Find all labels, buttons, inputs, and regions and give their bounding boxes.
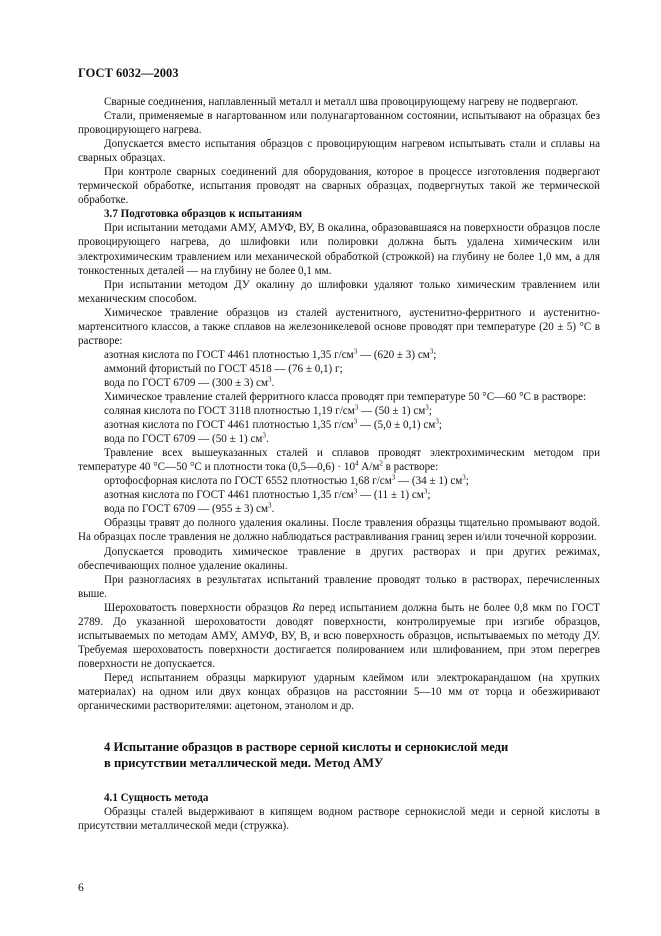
paragraph: При контроле сварных соединений для оборудования, которое в процессе изготовления подвергают термической обработке, испытания проводят на сварных образцах, подвергнутых такой же термической обработке. (78, 166, 600, 207)
section-heading-4: 4 Испытание образцов в растворе серной кислоты и сернокислой меди в присутствии металлической меди. Метод АМУ (104, 740, 509, 771)
paragraph: Сварные соединения, наплавленный металл и металл шва провоцирующему нагреву не подвергают. (104, 96, 578, 108)
solution-item: азотная кислота по ГОСТ 4461 плотностью 1,35 $г/см^3$ — (11 ± 1) $см^3$; (104, 487, 431, 502)
document-body (78, 95, 600, 833)
etching-intro: Химическое травление сталей ферритного класса проводят при температуре 50 °С—60 °С в растворе: (104, 390, 587, 403)
solution-item: ортофосфорная кислота по ГОСТ 6552 плотностью 1,68 $г/см^3$ — (34 ± 1) $см^3$; (104, 473, 469, 488)
page-number: 6 (78, 882, 84, 894)
etching-intro: Химическое травление образцов из сталей аустенитного, аустенитно-ферритного и аустенитно-мартенситного классов, а также сплавов на железоникелевой основе проводят при температуре (20 ± 5) °С в растворе: (78, 306, 600, 347)
solution-item: азотная кислота по ГОСТ 4461 плотностью 1,35 $г/см^3$ — (620 ± 3) $см^3$; (104, 347, 437, 361)
paragraph: Перед испытанием образцы маркируют ударным клеймом или электрокарандашом (на хрупких материалах) на одном или двух концах образцов на расстоянии 5—10 мм от торца и обезжиривают органическими растворителями: ацетоном, этанолом и др. (78, 671, 600, 713)
section-heading-4-1: 4.1 Сущность метода (104, 792, 209, 805)
etching-intro: Травление всех вышеуказанных сталей и сплавов проводят электрохимическим методом при температуре 40 °С—50 °С и плотности тока (0,5—0,6) · $10^4$ $А/м^2$ в растворе: (78, 447, 600, 474)
paragraph: При испытании методами АМУ, АМУФ, ВУ, В окалина, образовавшаяся на поверхности образцов после провоцирующего нагрева, до шлифовки или полировки должна быть удалена химическим или электрохимическим травлением или механической обработкой (строжкой) на глубину не более 1,0 мм, а для тонкостенных деталей — на глубину не более 0,1 мм. (78, 222, 600, 277)
document-header: ГОСТ 6032—2003 (78, 66, 179, 80)
solution-item: вода по ГОСТ 6709 — (300 ± 3) $см^3$. (104, 375, 275, 389)
solution-item: аммоний фтористый по ГОСТ 4518 — (76 ± 0,1) г; (104, 362, 343, 375)
solution-item: соляная кислота по ГОСТ 3118 плотностью 1,19 $г/см^3$ — (50 ± 1) $см^3$; (104, 403, 432, 418)
paragraph: Образцы сталей выдерживают в кипящем водном растворе сернокислой меди и серной кислоты в присутствии металлической меди (стружка). (78, 806, 600, 833)
paragraph: Допускается проводить химическое травление в других растворах и при других режимах, обеспечивающих полное удаление окалины. (78, 545, 600, 572)
solution-item: вода по ГОСТ 6709 — (50 ± 1) $см^3$. (104, 431, 269, 446)
paragraph: При испытании методом ДУ окалину до шлифовки удаляют только химическим травлением или механическим способом. (78, 278, 600, 305)
section-heading-3-7: 3.7 Подготовка образцов к испытаниям (104, 208, 303, 221)
paragraph: При разногласиях в результатах испытаний травление проводят только в растворах, перечисленных выше. (78, 573, 600, 600)
roughness-paragraph: Шероховатость поверхности образцов Ra перед испытанием должна быть не более 0,8 мкм по ГОСТ 2789. До указанной шероховатости доводят поверхности, контролируемые при изгибе образцов, испытываемых по методам АМУ, АМУФ, ВУ, В, и всю поверхность образцов, испытываемых по методу ДУ. Требуемая шероховатость поверхности достигается полированием или шлифованием, при этом перегрев поверхности не допускается. (78, 601, 600, 670)
paragraph: Стали, применяемые в нагартованном или полунагартованном состоянии, испытывают на образцах без провоцирующего нагрева. (78, 110, 600, 137)
paragraph: Образцы травят до полного удаления окалины. После травления образцы тщательно промывают водой. На образцах после травления не должно наблюдаться растравливания границ зерен и/или точечной коррозии. (78, 517, 600, 544)
paragraph: Допускается вместо испытания образцов с провоцирующим нагревом испытывать стали и сплавы на сварных образцах. (78, 138, 600, 165)
solution-item: азотная кислота по ГОСТ 4461 плотностью 1,35 $г/см^3$ — (5,0 ± 0,1) $см^3$; (104, 417, 442, 432)
solution-item: вода по ГОСТ 6709 — (955 ± 3) $см^3$. (104, 501, 275, 516)
